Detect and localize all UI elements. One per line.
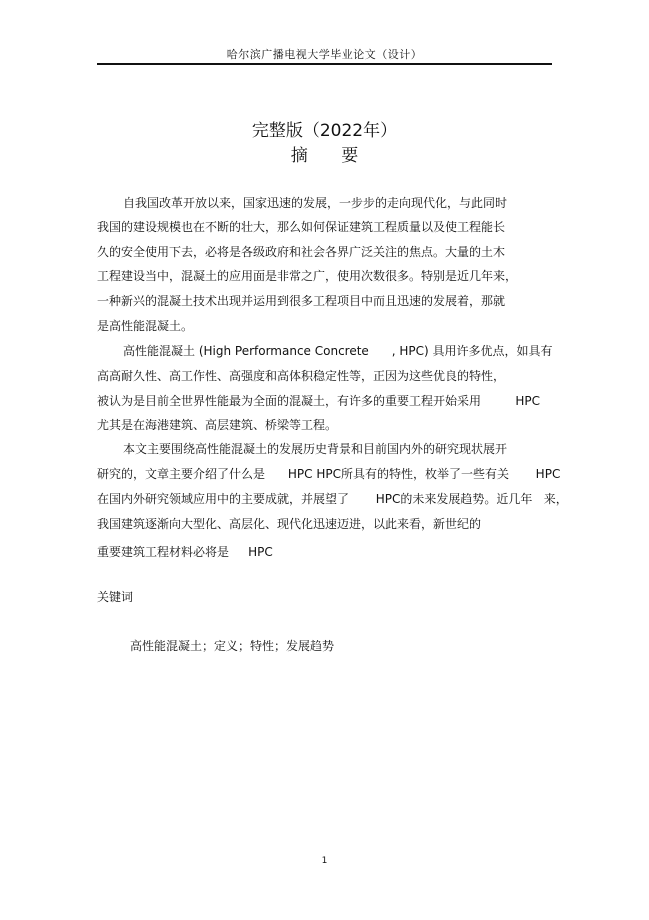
- abstract-line: 被认为是目前全世界性能最为全面的混凝土，有许多的重要工程开始采用 HPC: [97, 394, 540, 408]
- abstract-line: 重要建筑工程材料必将是 HPC: [97, 545, 273, 559]
- abstract-line: 一种新兴的混凝土技术出现并运用到很多工程项目中而且迅速的发展着，那就: [97, 294, 506, 308]
- abstract-line: 我国的建设规模也在不断的壮大，那么如何保证建筑工程质量以及使工程能长: [97, 220, 506, 234]
- abstract-line: 研究的，文章主要介绍了什么是 HPC HPC所具有的特性，枚举了一些有关 HPC: [97, 467, 561, 481]
- abstract-line: 久的安全使用下去，必将是各级政府和社会各界广泛关注的焦点。大量的土木: [97, 245, 506, 259]
- abstract-heading: 摘 要: [290, 146, 373, 166]
- abstract-line: 在国内外研究领域应用中的主要成就，并展望了 HPC的未来发展趋势。近几年 来，: [97, 492, 568, 506]
- abstract-line: 工程建设当中，混凝土的应用面是非常之广，使用次数很多。特别是近几年来，: [97, 269, 518, 283]
- keywords-terms: 高性能混凝土；定义；特性；发展趋势: [130, 639, 335, 653]
- abstract-line: 我国建筑逐渐向大型化、高层化、现代化迅速迈进，以此来看，新世纪的: [97, 517, 482, 531]
- abstract-line: 是高性能混凝土。: [97, 319, 194, 333]
- abstract-line: 高高耐久性、高工作性、高强度和高体积稳定性等，正因为这些优良的特性，: [97, 369, 506, 383]
- abstract-line: 本文主要围绕高性能混凝土的发展历史背景和目前国内外的研究现状展开: [123, 442, 508, 456]
- abstract-line: 尤其是在海港建筑、高层建筑、桥梁等工程。: [97, 418, 338, 432]
- abstract-line: 高性能混凝土 (High Performance Concrete , HPC) 具用许多优点，如具有: [123, 344, 553, 358]
- page-number: 1: [321, 856, 328, 866]
- running-header: 哈尔滨广播电视大学毕业论文（设计）: [226, 48, 423, 61]
- header-rule: [97, 63, 552, 65]
- keywords-label: 关键词: [97, 590, 134, 604]
- abstract-line: 自我国改革开放以来，国家迅速的发展，一步步的走向现代化，与此同时: [123, 196, 508, 210]
- document-title: 完整版（2022年）: [251, 121, 398, 141]
